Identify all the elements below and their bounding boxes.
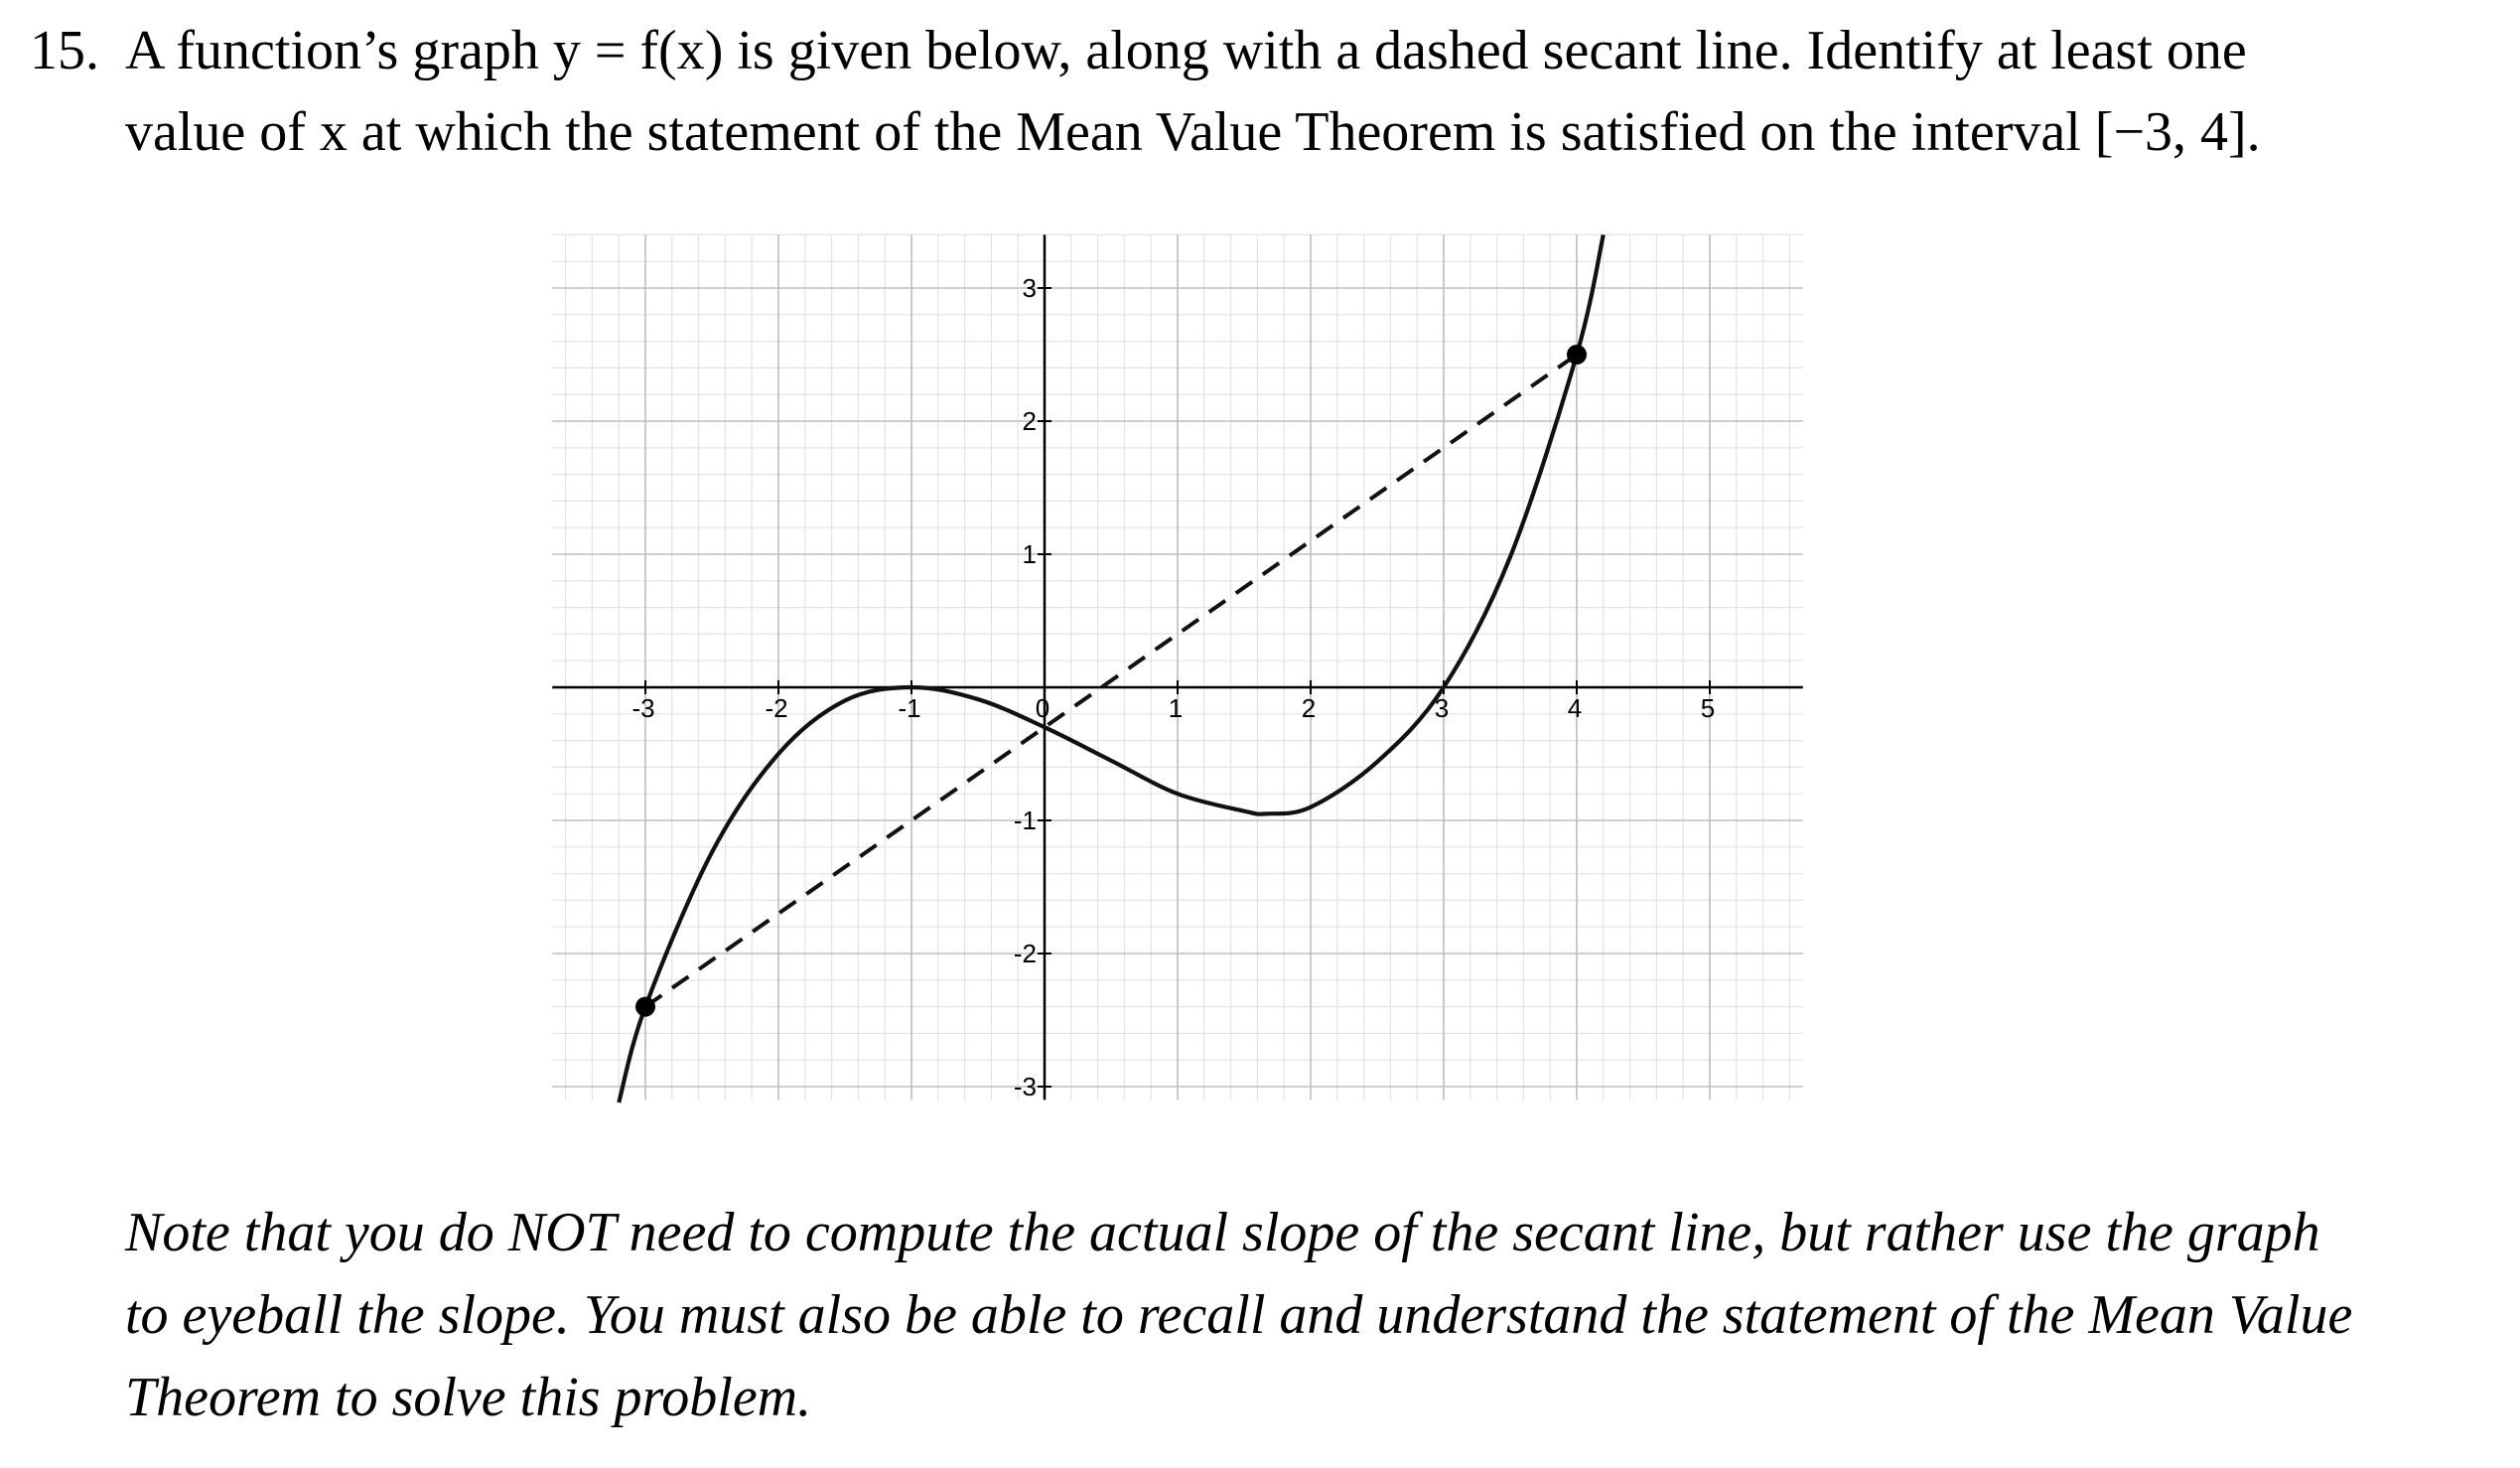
x-tick-label: -3 <box>631 693 655 723</box>
x-tick-label: -1 <box>898 693 921 723</box>
endpoint-dot <box>1567 345 1587 365</box>
x-tick-label: 4 <box>1567 693 1583 723</box>
problem-text-1: A function’s graph y = f(x) is given below, along with a dashed secant line. Identify at least one <box>125 20 2247 81</box>
problem-number: 15. <box>30 20 99 81</box>
function-graph <box>631 214 1916 1117</box>
x-tick-label: 3 <box>1434 693 1450 723</box>
x-tick-label: 0 <box>1035 693 1050 723</box>
note-line-2: to eyeball the slope. You must also be able to recall and understand the statement of the Mean Value <box>125 1284 2353 1346</box>
y-tick-label: 2 <box>1022 406 1037 436</box>
note-paragraph <box>125 1192 2449 1439</box>
y-tick-label: -2 <box>1013 939 1037 968</box>
y-tick-label: 1 <box>1022 539 1037 569</box>
problem-line-2: value of x at which the statement of the Mean Value Theorem is satisfied on the interval [−3, 4]. <box>125 101 2261 163</box>
x-tick-label: -2 <box>765 693 788 723</box>
x-tick-label: 5 <box>1700 693 1716 723</box>
plot-area <box>619 234 1604 1102</box>
y-tick-label: -3 <box>1013 1072 1037 1101</box>
secant-line <box>645 355 1577 1007</box>
problem-statement <box>30 10 2452 173</box>
endpoint-dot <box>635 997 655 1017</box>
y-tick-label: 3 <box>1022 273 1037 303</box>
x-tick-label: 1 <box>1168 693 1184 723</box>
note-line-3: Theorem to solve this problem. <box>125 1367 812 1428</box>
major-grid <box>552 234 1803 1100</box>
y-tick-label: -1 <box>1013 806 1037 835</box>
function-curve <box>619 234 1604 1102</box>
problem-line-1 <box>30 10 2452 91</box>
note-line-1: Note that you do NOT need to compute the actual slope of the secant line, but rather use the graph <box>125 1202 2320 1263</box>
x-tick-label: 2 <box>1301 693 1317 723</box>
